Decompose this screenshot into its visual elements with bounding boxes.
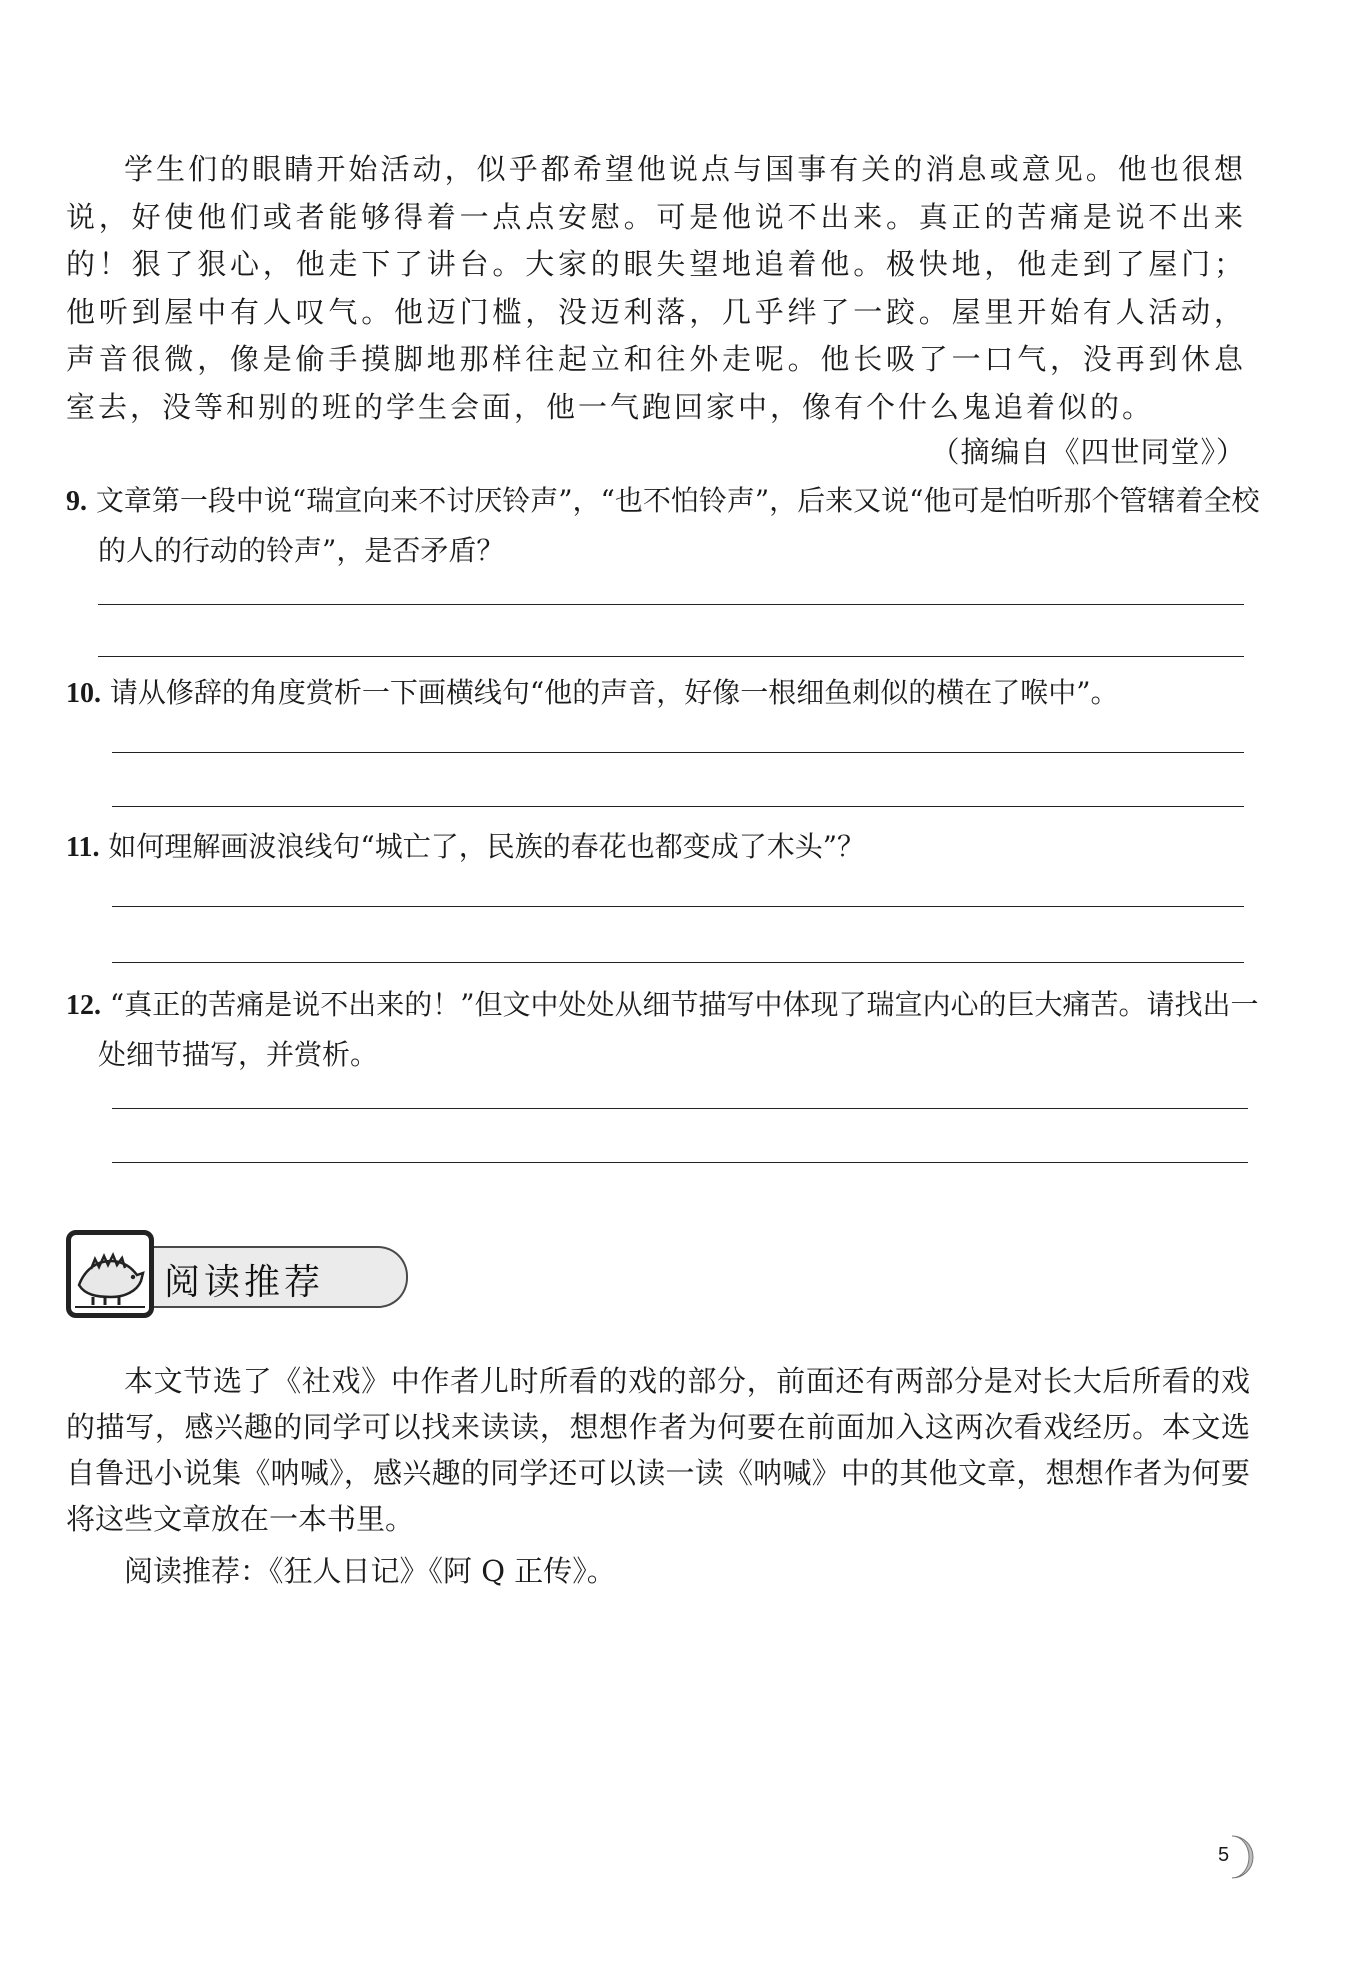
answer-line[interactable]	[112, 962, 1244, 963]
section-title: 阅读推荐	[164, 1262, 325, 1303]
question-number: 9.	[66, 486, 87, 517]
question-number: 10.	[66, 678, 101, 709]
answer-line[interactable]	[112, 806, 1244, 807]
page-number: 5	[1218, 1844, 1230, 1866]
answer-line[interactable]	[98, 656, 1244, 657]
answer-line[interactable]	[112, 1162, 1248, 1163]
passage-paragraph: 学生们的眼睛开始活动，似乎都希望他说点与国事有关的消息或意见。他也很想说，好使他们或者能够得着一点点安慰。可是他说不出来。真正的苦痛是说不出来的！狠了狠心，他走下了讲台。大家的眼失望地追着他。极快地，他走到了屋门；他听到屋中有人叹气。他迈门槛，没迈利落，几乎绊了一跤。屋里开始有人活动，声音很微，像是偷手摸脚地那样往起立和往外走呢。他长吸了一口气，没再到休息室去，没等和别的班的学生会面，他一气跑回家中，像有个什么鬼追着似的。	[66, 152, 1246, 424]
recommend-list: 阅读推荐：《狂人日记》《阿 Q 正传》。	[124, 1554, 616, 1588]
question-number: 11.	[66, 832, 100, 863]
question-text: 文章第一段中说“瑞宣向来不讨厌铃声”，“也不怕铃声”，后来又说“他可是怕听那个管辖着全校的人的行动的铃声”，是否矛盾？	[95, 484, 1260, 567]
section-banner	[66, 1230, 346, 1322]
question-text: “真正的苦痛是说不出来的！”但文中处处从细节描写中体现了瑞宣内心的巨大痛苦。请找出一处细节描写，并赏析。	[98, 988, 1259, 1071]
question-10	[66, 668, 1119, 718]
crescent-icon	[1206, 1832, 1256, 1882]
question-number: 12.	[66, 990, 101, 1021]
question-text: 请从修辞的角度赏析一下画横线句“他的声音，好像一根细鱼刺似的横在了喉中”。	[109, 676, 1119, 709]
section-title-pill	[136, 1246, 408, 1308]
page-number-badge	[1206, 1832, 1256, 1882]
dinosaur-icon	[66, 1230, 154, 1318]
answer-line[interactable]	[112, 906, 1244, 907]
question-12	[66, 980, 1284, 1079]
answer-line[interactable]	[98, 604, 1244, 605]
question-11	[66, 822, 865, 872]
passage-source: （摘编自《四世同堂》）	[930, 435, 1246, 469]
answer-line[interactable]	[112, 1108, 1248, 1109]
recommend-paragraph: 本文节选了《社戏》中作者儿时所看的戏的部分，前面还有两部分是对长大后所看的戏的描写，感兴趣的同学可以找来读读，想想作者为何要在前面加入这两次看戏经历。本文选自鲁迅小说集《呐喊》，感兴趣的同学还可以读一读《呐喊》中的其他文章，想想作者为何要将这些文章放在一本书里。	[66, 1364, 1250, 1536]
question-9	[66, 476, 1278, 575]
answer-line[interactable]	[112, 752, 1244, 753]
question-text: 如何理解画波浪线句“城亡了，民族的春花也都变成了木头”？	[108, 830, 866, 863]
